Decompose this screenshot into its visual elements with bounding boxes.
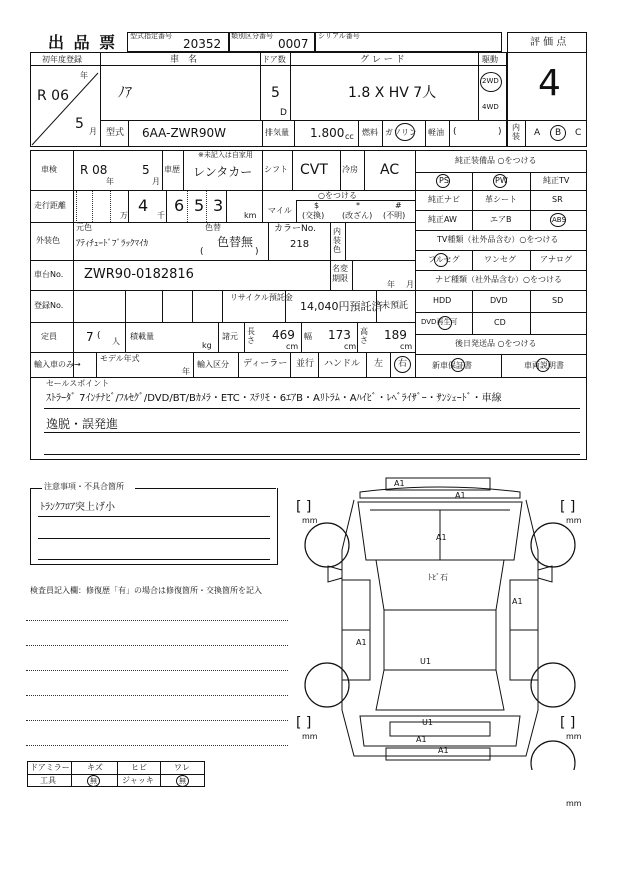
equip-aw: 純正AW — [428, 215, 457, 224]
mark-rear-bumper: A1 — [438, 746, 449, 755]
mileage-digit-3: 4 — [138, 196, 149, 215]
car-damage-diagram — [290, 470, 590, 770]
handle-left: 左 — [374, 359, 384, 369]
capacity-label: 定員 — [41, 332, 57, 341]
later-warranty: 新車保証書 — [432, 361, 472, 370]
height-unit: cm — [400, 342, 413, 351]
shaken-month: 5 — [142, 163, 150, 177]
tv-oneseg: ワンセグ — [484, 255, 516, 264]
doors-value: 5 — [271, 85, 280, 101]
drive-4wd: 4WD — [482, 103, 499, 111]
paint-bracket-open: ( — [200, 247, 204, 257]
mark-left-door: A1 — [356, 638, 367, 647]
mark-right-door: A1 — [512, 597, 523, 606]
equip-tv: 純正TV — [543, 176, 570, 185]
vin-label: 車台No. — [34, 270, 64, 279]
equip-sr: SR — [552, 195, 563, 204]
later-warranty-circle — [451, 358, 465, 372]
equip-navi: 純正ナビ — [428, 195, 460, 204]
interior-b: B — [555, 128, 562, 138]
tire-spare-unit: mm — [566, 799, 582, 808]
nav-cd: CD — [494, 318, 506, 327]
mark-front-bumper: A1 — [394, 479, 405, 488]
legend-header-3: ワレ — [174, 763, 190, 772]
sales-point-label: セールスポイント — [46, 379, 110, 388]
paint-bracket-close: ) — [255, 247, 259, 257]
tv-analog: アナログ — [540, 255, 572, 264]
later-manual-circle — [536, 358, 550, 372]
tire-fl-bracket: [ ] — [296, 499, 312, 515]
first-reg-label: 初年度登録 — [42, 55, 82, 64]
paint-label: 色替 — [205, 223, 221, 232]
displacement-value: 1.800 — [310, 126, 345, 140]
name-change-year: 年 — [387, 280, 395, 289]
mileage-altered-sym: * — [356, 201, 360, 210]
legend-header-2: ヒビ — [131, 763, 147, 772]
mark-rear-trunk: U1 — [422, 718, 433, 727]
equip-ps: PS — [439, 176, 449, 185]
handle-label: ハンドル — [324, 359, 361, 369]
model-value: 6AA-ZWR90W — [142, 126, 227, 140]
tire-rr-bracket: [ ] — [560, 715, 576, 731]
paint-value: 色替無 — [217, 235, 254, 249]
legend-row-3: 無 — [179, 777, 186, 785]
tv-fullseg: フルセグ — [428, 255, 460, 264]
car-name-label: 車 名 — [170, 55, 198, 65]
history-label: 車歴 — [164, 165, 180, 174]
equipment-title: 純正装備品 ○をつける — [455, 156, 537, 165]
notes-line1: ﾄﾗﾝｸﾌﾛｱ突上げ小 — [40, 502, 115, 513]
shift-value: CVT — [300, 162, 328, 178]
fuel-bracket-open: ( — [453, 127, 457, 137]
mileage-sen-unit: 千 — [157, 211, 165, 220]
recycle-label: リサイクル預託金 — [230, 293, 293, 302]
legend-row-2: ジャッキ — [122, 776, 154, 785]
original-color-label: 元色 — [76, 223, 92, 232]
color-label: 外装色 — [36, 236, 60, 245]
interior-label: 内装 — [512, 123, 520, 141]
fuel-value: ガソリン — [385, 128, 417, 137]
tire-fr-bracket: [ ] — [560, 499, 576, 515]
length-value: 469 — [272, 328, 295, 342]
type-cert-label: 型式指定番号 — [130, 32, 172, 40]
tire-fl-unit: mm — [302, 516, 318, 525]
import-parallel: 並行 — [296, 359, 315, 369]
history-value: レンタカー — [193, 165, 253, 179]
capacity-unit: 人 — [112, 337, 120, 346]
tv-title: TV種類（社外品含む）○をつける — [437, 235, 559, 244]
cooler-label: 冷房 — [342, 165, 358, 174]
mileage-digit-5: 5 — [194, 196, 205, 215]
nav-dvd-play: DVD再生可 — [421, 318, 458, 326]
mileage-unit: km — [244, 211, 257, 220]
equip-leather: 革シート — [485, 195, 517, 204]
legend-header-1: キズ — [87, 763, 103, 772]
first-reg-month: 5 — [75, 116, 84, 132]
mileage-circle-note: ○をつける — [318, 191, 357, 200]
name-change-label: 名変期限 — [332, 264, 348, 283]
history-note: ※未記入は自家用 — [198, 151, 253, 159]
equip-pw-circle — [493, 174, 507, 188]
serial-label: シリアル番号 — [318, 32, 360, 40]
tv-fullseg-circle — [434, 253, 448, 267]
score-value: 4 — [538, 63, 561, 104]
name-change-month: 月 — [406, 280, 414, 289]
recycle-status: 未預託 — [381, 301, 409, 311]
equip-abs: ABS — [552, 216, 566, 224]
color-no-value: 218 — [290, 239, 310, 250]
mileage-unknown-sym: # — [395, 201, 402, 210]
model-year-unit: 年 — [182, 367, 190, 376]
later-title: 後日発送品 ○をつける — [455, 339, 537, 348]
mileage-mile: マイル — [268, 206, 292, 215]
shaken-year-unit: 年 — [106, 177, 114, 186]
width-label: 幅 — [304, 332, 312, 341]
interior-c: C — [575, 128, 582, 138]
mark-front-grille: A1 — [455, 491, 466, 500]
nav-dvd: DVD — [490, 296, 508, 305]
cooler-value: AC — [380, 162, 400, 178]
mileage-altered: (改ざん) — [342, 211, 373, 220]
later-manual: 車両説明書 — [524, 361, 564, 370]
notes-box — [30, 488, 278, 565]
load-unit: kg — [202, 341, 212, 350]
load-label: 積載量 — [130, 332, 154, 341]
notes-label: 注意事項・不具合箇所 — [44, 482, 124, 491]
doors-suffix: D — [280, 108, 287, 118]
capacity-value: 7 — [86, 330, 94, 344]
import-dealer: ディーラー — [243, 359, 288, 369]
document-title: 出 品 票 — [48, 33, 118, 52]
nav-title: ナビ種類（社外品含む）○をつける — [435, 275, 562, 284]
length-label: 長さ — [247, 327, 255, 345]
handle-right-circle — [394, 356, 411, 373]
drive-2wd: 2WD — [482, 77, 499, 85]
fuel-label: 燃料 — [362, 128, 378, 137]
size-label: 諸元 — [222, 332, 238, 341]
displacement-label: 排気量 — [265, 128, 289, 137]
mileage-label: 走行距離 — [34, 201, 66, 210]
shaken-label: 車検 — [41, 165, 57, 174]
score-label: 評 価 点 — [530, 37, 567, 48]
class-value: 0007 — [278, 37, 309, 51]
tire-fr-unit: mm — [566, 516, 582, 525]
drive-2wd-circle — [480, 72, 502, 92]
shaken-month-unit: 月 — [152, 177, 160, 186]
type-cert-value: 20352 — [183, 37, 222, 51]
interior-b-circle — [550, 125, 566, 141]
sales-point-line1: ｽﾄﾗｰﾀﾞ 7ｲﾝﾁﾅﾋﾞ/ﾌﾙｾｸﾞ/DVD/BT/Bｶﾒﾗ・ETC・ｽﾃﾘﾓ・6ｴｱB・Aﾘﾄﾗﾑ・Aﾊｲﾋﾞ・ﾚﾍﾞﾗｲｻﾞｰ・ｻﾝｼｪｰﾄﾞ・車線 — [46, 393, 502, 404]
grade-label: グ レ ー ド — [360, 55, 405, 65]
mark-rear-panel: A1 — [416, 735, 427, 744]
width-unit: cm — [344, 342, 357, 351]
reg-no-label: 登録No. — [34, 301, 64, 310]
model-year-label: モデル年式 — [100, 354, 140, 363]
doors-label: ドア数 — [262, 55, 286, 64]
model-label: 型式 — [106, 128, 125, 138]
mark-hood: A1 — [436, 533, 447, 542]
color-no-label: カラーNo. — [274, 224, 316, 234]
tire-rr-unit: mm — [566, 732, 582, 741]
tire-rl-unit: mm — [302, 732, 318, 741]
equip-pw: PW — [495, 176, 508, 185]
inspector-label: 検査員記入欄：修復歴「有」の場合は修復箇所・交換箇所を記入 — [30, 586, 262, 595]
grade-value: 1.8 X HV 7人 — [348, 85, 437, 101]
mileage-unknown: (不明) — [383, 211, 406, 220]
equip-airbag: エアB — [490, 215, 512, 224]
class-label: 類別区分番号 — [231, 32, 273, 40]
import-label: 輸入車のみ→ — [34, 360, 81, 369]
mileage-exchanged: (交換) — [302, 211, 325, 220]
mileage-exchanged-sym: $ — [314, 201, 320, 210]
shift-label: シフト — [264, 165, 288, 174]
legend-row-1: 無 — [90, 777, 97, 785]
capacity-bracket: ( — [97, 331, 101, 341]
shaken-year: R 08 — [80, 163, 108, 177]
interior-a: A — [534, 128, 541, 138]
month-unit: 月 — [89, 127, 97, 136]
year-unit: 年 — [80, 71, 88, 80]
height-label: 高さ — [360, 327, 368, 345]
fuel-bracket-close: ) — [498, 127, 502, 137]
legend-header-0: ドアミラー — [30, 763, 70, 772]
drive-label: 駆動 — [482, 55, 498, 64]
nav-sd: SD — [552, 296, 564, 305]
interior-color-label: 内装色 — [333, 227, 341, 254]
handle-right: 右 — [398, 359, 408, 369]
height-value: 189 — [384, 328, 407, 342]
width-value: 173 — [328, 328, 351, 342]
original-color-value: ｱﾃｨﾁｭｰﾄﾞﾌﾞﾗｯｸﾏｲｶ — [76, 239, 149, 249]
equip-abs-circle — [550, 213, 566, 227]
tire-rl-bracket: [ ] — [296, 715, 312, 731]
vin-value: ZWR90-0182816 — [84, 267, 194, 282]
displacement-unit: cc — [345, 132, 354, 141]
mileage-digit-6: 3 — [213, 196, 224, 215]
car-name-value: ﾉｱ — [118, 85, 132, 101]
fuel-gasoline-circle — [395, 123, 415, 141]
recycle-value: 14,040円預託済 — [300, 300, 383, 313]
mileage-man-unit: 万 — [120, 211, 128, 220]
mileage-digit-4: 6 — [174, 196, 185, 215]
nav-dvd-play-circle — [438, 316, 452, 330]
import-type-label: 輸入区分 — [197, 360, 229, 369]
sales-point-line2: 逸脱・誤発進 — [46, 417, 119, 431]
diesel-label: 軽油 — [428, 128, 444, 137]
first-reg-year: R 06 — [37, 88, 69, 104]
length-unit: cm — [286, 342, 299, 351]
nav-hdd: HDD — [433, 296, 452, 305]
legend-row-0: 工具 — [40, 776, 56, 785]
mark-windshield-chip: ﾄﾋﾞ石 — [428, 573, 448, 582]
equip-ps-circle — [436, 174, 450, 188]
mark-roof: U1 — [420, 657, 431, 666]
